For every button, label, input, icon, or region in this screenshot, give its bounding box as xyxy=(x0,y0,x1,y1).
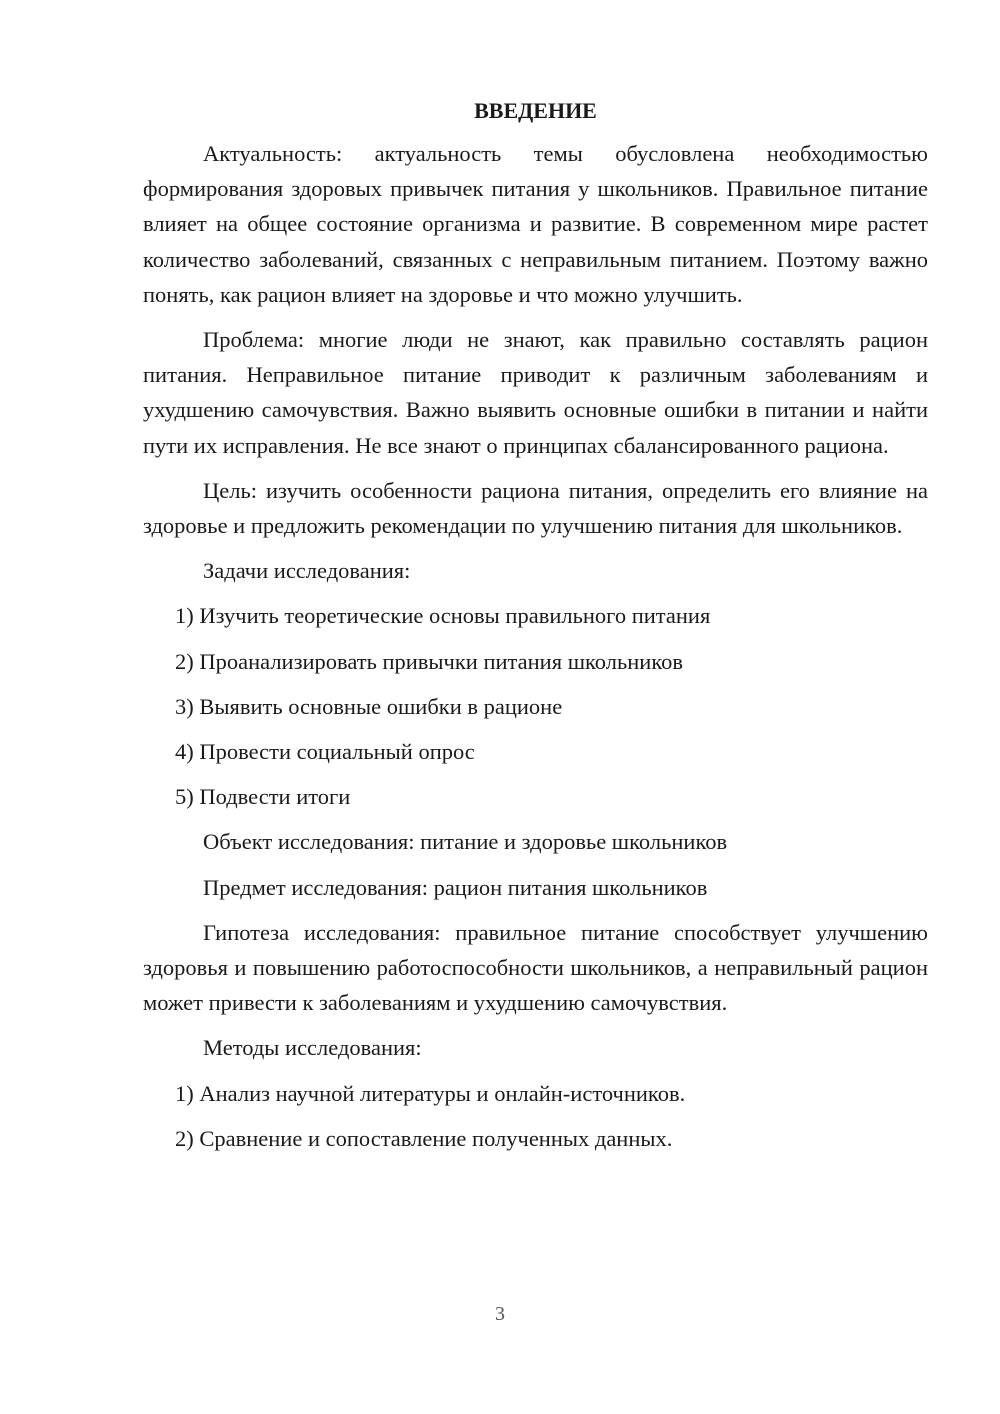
list-item: 1) Анализ научной литературы и онлайн-источников. xyxy=(175,1080,686,1106)
tasks-label: Задачи исследования: xyxy=(203,558,411,584)
object-line: Объект исследования: питание и здоровье школьников xyxy=(203,829,728,855)
relevance-paragraph: Актуальность: актуальность темы обусловлена необходимостью формирования здоровых привычек питания у школьников. Правильное питание влияет на общее состояние организма и развитие. В современном мире растет количество заболеваний, связанных с неправильным питанием. Поэтому важно понять, как рацион влияет на здоровье и что можно улучшить. xyxy=(143,141,928,307)
goal-paragraph: Цель: изучить особенности рациона питания, определить его влияние на здоровье и предложить рекомендации по улучшению питания для школьников. xyxy=(143,477,928,539)
list-item: 5) Подвести итоги xyxy=(175,784,351,810)
list-item: 2) Проанализировать привычки питания школьников xyxy=(175,648,683,674)
methods-label: Методы исследования: xyxy=(203,1035,422,1061)
list-item: 4) Провести социальный опрос xyxy=(175,739,475,765)
list-item: 3) Выявить основные ошибки в рационе xyxy=(175,693,563,719)
methods-list xyxy=(143,1076,928,1156)
section-heading: ВВЕДЕНИЕ xyxy=(474,98,597,123)
problem-paragraph: Проблема: многие люди не знают, как правильно составлять рацион питания. Неправильное питание приводит к различным заболеваниям и ухудшению самочувствия. Важно выявить основные ошибки в питании и найти пути их исправления. Не все знают о принципах сбалансированного рациона. xyxy=(143,327,928,458)
tasks-list xyxy=(143,598,928,814)
list-item: 1) Изучить теоретические основы правильного питания xyxy=(175,603,711,629)
subject-line: Предмет исследования: рацион питания школьников xyxy=(203,874,708,900)
list-item: 2) Сравнение и сопоставление полученных данных. xyxy=(175,1125,673,1151)
page-number: 3 xyxy=(495,1303,505,1325)
hypothesis-paragraph: Гипотеза исследования: правильное питание способствует улучшению здоровья и повышению работоспособности школьников, а неправильный рацион может привести к заболеваниям и ухудшению самочувствия. xyxy=(143,919,928,1016)
